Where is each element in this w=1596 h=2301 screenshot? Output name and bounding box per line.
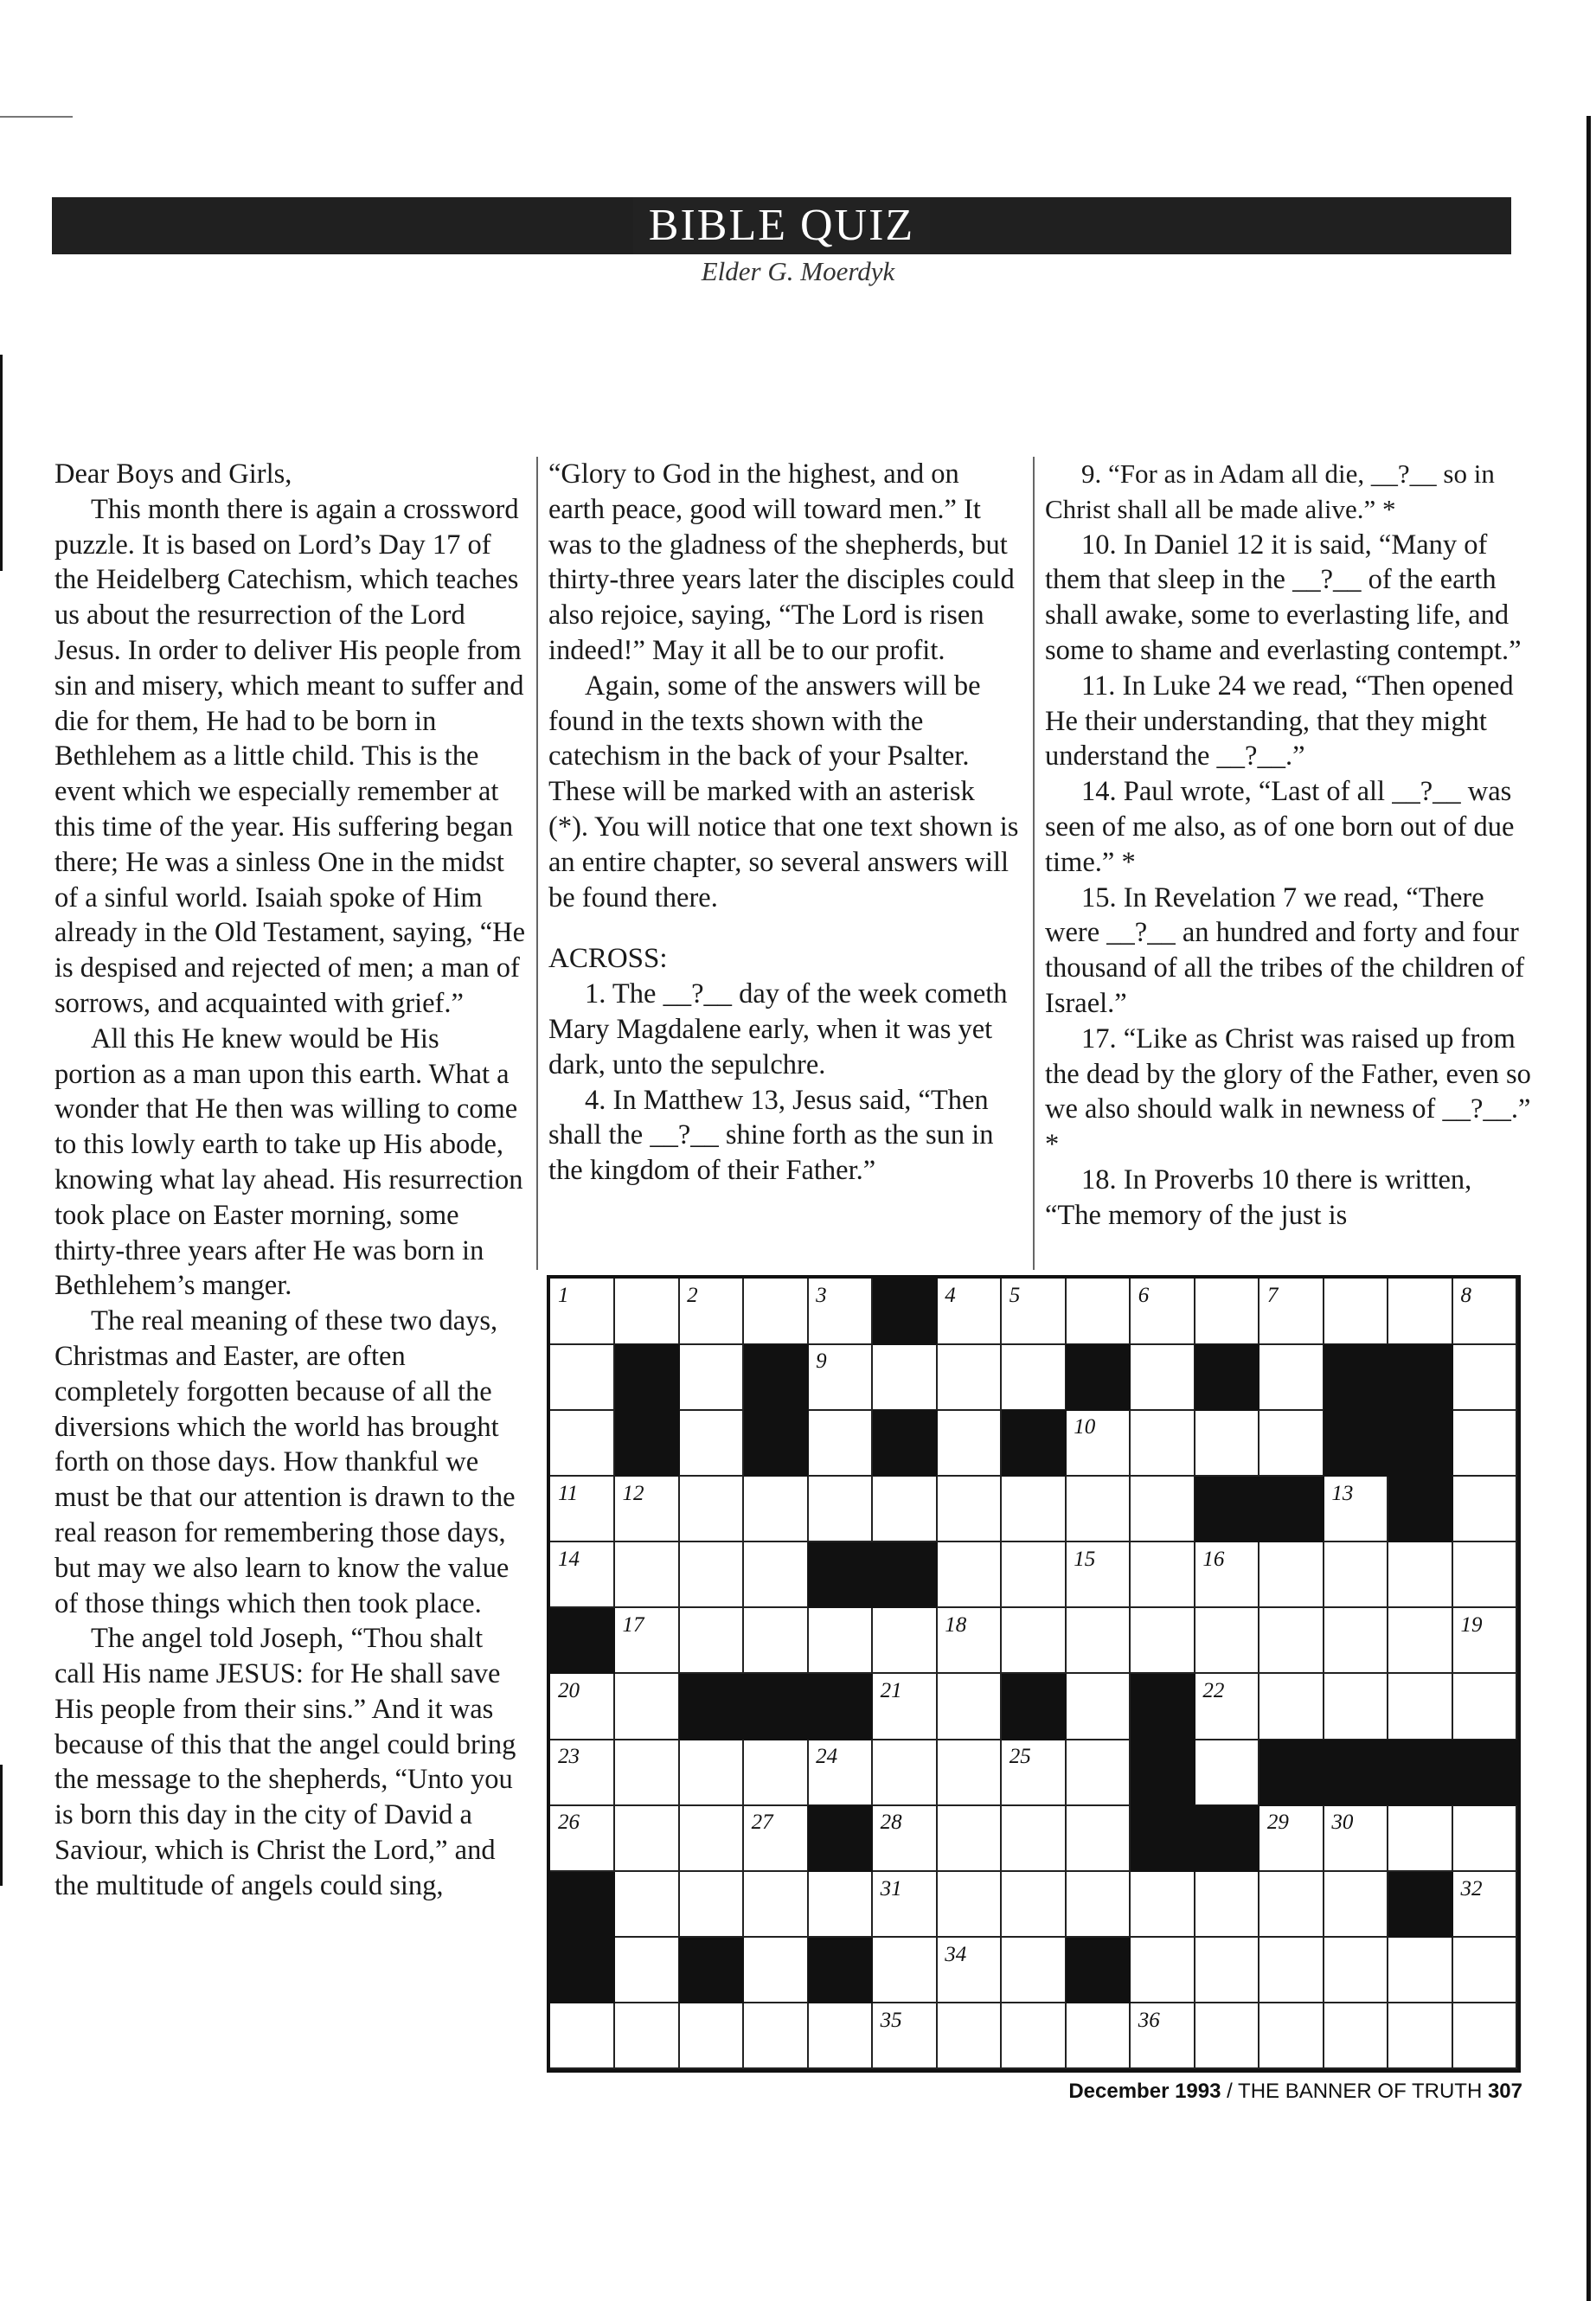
grid-square[interactable] (937, 1344, 1002, 1411)
black-square (1131, 1740, 1195, 1806)
grid-square[interactable] (1131, 2003, 1195, 2070)
grid-square[interactable] (1452, 1542, 1517, 1609)
black-square (1388, 1477, 1453, 1543)
grid-square[interactable] (873, 2003, 938, 2070)
grid-square[interactable] (744, 1542, 809, 1609)
clue-number: 1 (558, 1284, 569, 1307)
clue-number: 8 (1460, 1284, 1471, 1307)
grid-square[interactable] (550, 1279, 615, 1345)
grid-square[interactable] (1388, 1279, 1453, 1345)
black-square (1324, 1410, 1388, 1477)
grid-square[interactable] (1131, 1410, 1195, 1477)
grid-square[interactable] (615, 1477, 680, 1543)
scan-mark (0, 1765, 3, 1886)
grid-square[interactable] (615, 1872, 680, 1939)
grid-square[interactable] (679, 1542, 744, 1609)
grid-square[interactable] (679, 1477, 744, 1543)
grid-square[interactable] (1259, 1938, 1324, 2004)
clue-number: 32 (1460, 1876, 1483, 1900)
black-square (1259, 1740, 1324, 1806)
grid-square[interactable] (550, 1674, 615, 1740)
grid-square[interactable] (808, 2003, 873, 2070)
grid-square[interactable] (1259, 1279, 1324, 1345)
black-square (1388, 1410, 1453, 1477)
grid-square[interactable] (1324, 2003, 1388, 2070)
grid-square[interactable] (679, 1740, 744, 1806)
grid-square[interactable] (744, 1279, 809, 1345)
paragraph: The angel told Joseph, “Thou shalt call His name JESUS: for He shall save His people from their sins.” And it was because of this that the angel could bring the message to the shepherds, “Unto you is born this day in the city of David a Saviour, which is Christ the Lord,” and the multitude of angels could sing, (54, 1623, 516, 1901)
grid-square[interactable] (1002, 1805, 1067, 1872)
grid-square[interactable] (550, 1542, 615, 1609)
black-square (1324, 1740, 1388, 1806)
paragraph: This month there is again a crossword puzzle. It is based on Lord’s Day 17 of the Heidelberg Catechism, which teaches us about the resurrection of the Lord Jesus. In order to deliver His people from sin and misery, which meant to suffer and die for them, He had to be born in Bethlehem as a little child. This is the event which we especially remember at this time of the year. His suffering began there; He was a sinless One in the midst of a sinful world. Isaiah spoke of Him already in the Old Testament, saying, “He is despised and rejected of men; a man of sorrows, and acquainted with grief.” (54, 493, 526, 1019)
clue-number: 7 (1266, 1284, 1279, 1307)
grid-square[interactable] (679, 1872, 744, 1939)
grid-square[interactable] (937, 2003, 1002, 2070)
grid-square[interactable] (1452, 1674, 1517, 1740)
grid-square[interactable] (808, 1477, 873, 1543)
scan-mark (0, 355, 3, 571)
grid-square[interactable] (615, 2003, 680, 2070)
black-square (1195, 1477, 1259, 1543)
clue: 15. In Revelation 7 we read, “There were __?__ an hundred and forty and four thousand of all the tribes of the children of Israel.” (1045, 881, 1525, 1019)
clue-number: 9 (816, 1349, 827, 1374)
black-square (808, 1674, 873, 1740)
grid-square[interactable] (1388, 1542, 1453, 1609)
black-square (1388, 1872, 1453, 1939)
clue-number: 13 (1331, 1481, 1354, 1505)
clue-number: 36 (1138, 2008, 1160, 2032)
grid-square[interactable] (1002, 2003, 1067, 2070)
grid-square[interactable] (1066, 1279, 1131, 1345)
grid-square[interactable] (1066, 1740, 1131, 1806)
grid-square[interactable] (1195, 1410, 1259, 1477)
black-square (1452, 1740, 1517, 1806)
clue-number: 18 (945, 1612, 967, 1637)
black-square (1388, 1740, 1453, 1806)
grid-square[interactable] (1066, 1477, 1131, 1543)
clue-number: 15 (1074, 1547, 1096, 1571)
grid-square[interactable] (1324, 1674, 1388, 1740)
clue-number: 24 (816, 1745, 838, 1769)
grid-square[interactable] (1002, 1938, 1067, 2004)
grid-square[interactable] (1324, 1805, 1388, 1872)
paragraph: “Glory to God in the highest, and on earth peace, good will toward men.” It was to the gladness of the shepherds, but thirty-three years later the disciples could also rejoice, saying, “The Lord is risen indeed!” May it all be to our profit. (548, 458, 1015, 666)
grid-square[interactable] (937, 1608, 1002, 1675)
title-banner (52, 197, 1511, 254)
grid-square[interactable] (550, 2003, 615, 2070)
grid-square[interactable] (679, 1410, 744, 1477)
grid-square[interactable] (873, 1608, 938, 1675)
paragraph: The real meaning of these two days, Christmas and Easter, are often completely forgotten because of all the diversions which the world has brought forth on those days. How thankful we must be that our attention is drawn to the real reason for remembering those days, but may we also learn to know the value of those things which then took place. (54, 1305, 516, 1619)
grid-square[interactable] (1002, 1542, 1067, 1609)
clue: 9. “For as in Adam all die, __?__ so in Christ shall all be made alive.” * (1045, 458, 1495, 524)
grid-square[interactable] (1002, 1740, 1067, 1806)
grid-square[interactable] (937, 1805, 1002, 1872)
grid-square[interactable] (1452, 1344, 1517, 1411)
clue-number: 26 (558, 1811, 580, 1835)
grid-square[interactable] (808, 1608, 873, 1675)
clue-number: 16 (1202, 1547, 1225, 1571)
clue-number: 20 (558, 1679, 580, 1702)
grid-square[interactable] (550, 1477, 615, 1543)
grid-square[interactable] (937, 1938, 1002, 2004)
column-divider (1033, 457, 1035, 1270)
grid-square[interactable] (615, 1740, 680, 1806)
grid-square[interactable] (1388, 1608, 1453, 1675)
clue: 17. “Like as Christ was raised up from the dead by the glory of the Father, even so we also should walk in newness of __?__.” * (1045, 1022, 1531, 1161)
grid-square[interactable] (937, 1477, 1002, 1543)
grid-square[interactable] (1324, 1279, 1388, 1345)
grid-square[interactable] (873, 1477, 938, 1543)
grid-square[interactable] (873, 1872, 938, 1939)
grid-square[interactable] (679, 1344, 744, 1411)
black-square (808, 1542, 873, 1609)
grid-square[interactable] (1131, 1542, 1195, 1609)
clue-column (1045, 457, 1532, 1234)
grid-square[interactable] (744, 1740, 809, 1806)
grid-square[interactable] (1195, 1542, 1259, 1609)
footer-publication: / THE BANNER OF TRUTH (1221, 2080, 1488, 2103)
clue-number: 28 (880, 1811, 902, 1835)
grid-square[interactable] (1195, 2003, 1259, 2070)
grid-square[interactable] (1452, 1805, 1517, 1872)
black-square (1131, 1805, 1195, 1872)
grid-square[interactable] (1259, 1805, 1324, 1872)
black-square (744, 1410, 809, 1477)
grid-square[interactable] (1195, 1608, 1259, 1675)
black-square (1259, 1477, 1324, 1543)
black-square (1324, 1344, 1388, 1411)
clue: 4. In Matthew 13, Jesus said, “Then shall the __?__ shine forth as the sun in the kingdom of their Father.” (548, 1084, 994, 1187)
grid-square[interactable] (1259, 1410, 1324, 1477)
grid-square[interactable] (1388, 1938, 1453, 2004)
grid-square[interactable] (744, 2003, 809, 2070)
footer-date: December 1993 (1068, 2080, 1221, 2103)
grid-square[interactable] (1324, 1542, 1388, 1609)
clue-number: 12 (622, 1481, 644, 1505)
grid-square[interactable] (1452, 1410, 1517, 1477)
black-square (679, 1674, 744, 1740)
clue-number: 5 (1009, 1284, 1021, 1307)
grid-square[interactable] (744, 1938, 809, 2004)
clue-number: 3 (816, 1284, 827, 1307)
black-square (744, 1674, 809, 1740)
black-square (873, 1279, 938, 1345)
clue: 11. In Luke 24 we read, “Then opened He their understanding, that they might understand the __?__.” (1045, 670, 1514, 772)
grid-square[interactable] (1195, 1740, 1259, 1806)
clue: 18. In Proverbs 10 there is written, “The memory of the just is (1045, 1163, 1472, 1231)
grid-square[interactable] (1259, 1872, 1324, 1939)
black-square (808, 1805, 873, 1872)
grid-square[interactable] (1452, 1872, 1517, 1939)
grid-square[interactable] (937, 1279, 1002, 1345)
grid-square[interactable] (1002, 1344, 1067, 1411)
grid-square[interactable] (1452, 1279, 1517, 1345)
grid-square[interactable] (1066, 1410, 1131, 1477)
grid-square[interactable] (1452, 1608, 1517, 1675)
black-square (615, 1344, 680, 1411)
black-square (1066, 1938, 1131, 2004)
across-heading: ACROSS: (548, 943, 668, 975)
grid-square[interactable] (615, 1938, 680, 2004)
clue: 1. The __?__ day of the week cometh Mary Magdalene early, when it was yet dark, unto the sepulchre. (548, 978, 1008, 1080)
clue-number: 29 (1266, 1811, 1289, 1835)
black-square (1066, 1344, 1131, 1411)
grid-square[interactable] (873, 1805, 938, 1872)
grid-square[interactable] (1195, 1279, 1259, 1345)
clue-number: 30 (1331, 1811, 1354, 1835)
black-square (1002, 1410, 1067, 1477)
clue-number: 27 (751, 1811, 773, 1835)
clue-number: 34 (945, 1942, 967, 1966)
clue-number: 10 (1074, 1415, 1096, 1439)
grid-square[interactable] (744, 1608, 809, 1675)
column-divider (536, 457, 538, 1270)
grid-square[interactable] (1131, 1344, 1195, 1411)
grid-square[interactable] (873, 1344, 938, 1411)
clue-number: 22 (1202, 1679, 1225, 1702)
grid-square[interactable] (744, 1477, 809, 1543)
clue-number: 6 (1138, 1284, 1150, 1307)
salutation: Dear Boys and Girls, (54, 458, 292, 490)
page-footer (1068, 2080, 1522, 2104)
grid-square[interactable] (937, 1542, 1002, 1609)
clue-number: 11 (558, 1481, 579, 1505)
clue-number: 31 (880, 1876, 902, 1900)
grid-square[interactable] (1259, 1674, 1324, 1740)
grid-square[interactable] (550, 1805, 615, 1872)
black-square (615, 1410, 680, 1477)
clue-number: 19 (1460, 1612, 1483, 1637)
page-edge (1586, 116, 1591, 2301)
grid-square[interactable] (808, 1872, 873, 1939)
black-square (1195, 1344, 1259, 1411)
grid-square[interactable] (744, 1805, 809, 1872)
black-square (1131, 1674, 1195, 1740)
grid-square[interactable] (1066, 1805, 1131, 1872)
grid-square[interactable] (1324, 1938, 1388, 2004)
grid-square[interactable] (1066, 1872, 1131, 1939)
clue-number: 14 (558, 1547, 580, 1571)
grid-square[interactable] (1195, 1674, 1259, 1740)
grid-square[interactable] (1388, 1674, 1453, 1740)
grid-square[interactable] (1002, 1279, 1067, 1345)
grid-square[interactable] (1066, 2003, 1131, 2070)
middle-column (548, 457, 1020, 1189)
clue-number: 17 (622, 1612, 644, 1637)
grid-square[interactable] (1066, 1674, 1131, 1740)
grid-square[interactable] (1131, 1279, 1195, 1345)
grid-square[interactable] (615, 1608, 680, 1675)
grid-square[interactable] (808, 1344, 873, 1411)
grid-square[interactable] (808, 1740, 873, 1806)
clue-number: 2 (687, 1284, 698, 1307)
grid-square[interactable] (1324, 1608, 1388, 1675)
letter-column (54, 457, 526, 1904)
page-title: BIBLE QUIZ (633, 197, 930, 254)
clue: 14. Paul wrote, “Last of all __?__ was seen of me also, as of one born out of due time.” * (1045, 776, 1515, 878)
black-square (873, 1410, 938, 1477)
clue-number: 23 (558, 1745, 580, 1769)
black-square (679, 1938, 744, 2004)
grid-square[interactable] (937, 1872, 1002, 1939)
grid-square[interactable] (1452, 1477, 1517, 1543)
clue-number: 4 (945, 1284, 956, 1307)
grid-square[interactable] (1259, 2003, 1324, 2070)
page-number: 307 (1487, 2080, 1522, 2103)
grid-square[interactable] (808, 1279, 873, 1345)
grid-square[interactable] (1259, 1608, 1324, 1675)
grid-square[interactable] (550, 1740, 615, 1806)
grid-square[interactable] (937, 1410, 1002, 1477)
grid-square[interactable] (1452, 2003, 1517, 2070)
author-byline: Elder G. Moerdyk (701, 256, 895, 286)
grid-square[interactable] (1388, 2003, 1453, 2070)
grid-square[interactable] (1259, 1344, 1324, 1411)
clue-number: 25 (1009, 1745, 1031, 1769)
black-square (873, 1542, 938, 1609)
grid-square[interactable] (1002, 1608, 1067, 1675)
grid-square[interactable] (873, 1938, 938, 2004)
grid-square[interactable] (1259, 1542, 1324, 1609)
black-square (1388, 1344, 1453, 1411)
grid-square[interactable] (1195, 1872, 1259, 1939)
grid-square[interactable] (1195, 1938, 1259, 2004)
black-square (1195, 1805, 1259, 1872)
black-square (744, 1344, 809, 1411)
grid-square[interactable] (1131, 1477, 1195, 1543)
grid-square[interactable] (1131, 1608, 1195, 1675)
grid-square[interactable] (615, 1674, 680, 1740)
grid-square[interactable] (679, 2003, 744, 2070)
grid-square[interactable] (615, 1279, 680, 1345)
grid-square[interactable] (744, 1872, 809, 1939)
grid-square[interactable] (1066, 1542, 1131, 1609)
grid-square[interactable] (873, 1674, 938, 1740)
black-square (550, 1938, 615, 2004)
grid-square[interactable] (1066, 1608, 1131, 1675)
clue-number: 35 (880, 2008, 902, 2032)
grid-square[interactable] (615, 1805, 680, 1872)
grid-square[interactable] (873, 1740, 938, 1806)
paragraph: Again, some of the answers will be found in the texts shown with the catechism in the back of your Psalter. These will be marked with an asterisk (*). You will notice that one text shown is an entire chapter, so several answers will be found there. (548, 670, 1019, 913)
grid-square[interactable] (1452, 1938, 1517, 2004)
grid-square[interactable] (550, 1410, 615, 1477)
grid-square[interactable] (615, 1542, 680, 1609)
grid-square[interactable] (679, 1805, 744, 1872)
grid-square[interactable] (679, 1608, 744, 1675)
grid-square[interactable] (937, 1674, 1002, 1740)
grid-square[interactable] (1324, 1477, 1388, 1543)
grid-square[interactable] (937, 1740, 1002, 1806)
paragraph: All this He knew would be His portion as a man upon this earth. What a wonder that He then was willing to come to this lowly earth to take up His abode, knowing what lay ahead. His resurrection took place on Easter morning, some thirty-three years after He was born in Bethlehem’s manger. (54, 1022, 523, 1302)
black-square (550, 1608, 615, 1675)
grid-square[interactable] (1002, 1872, 1067, 1939)
crossword-grid (547, 1275, 1521, 2073)
grid-square[interactable] (550, 1344, 615, 1411)
clue-number: 21 (880, 1679, 902, 1702)
grid-square[interactable] (1131, 1872, 1195, 1939)
top-rule (0, 116, 73, 118)
black-square (808, 1938, 873, 2004)
grid-square[interactable] (1002, 1477, 1067, 1543)
clue: 10. In Daniel 12 it is said, “Many of them that sleep in the __?__ of the earth shall awake, some to everlasting life, and some to shame and everlasting contempt.” (1045, 529, 1522, 666)
grid-square[interactable] (679, 1279, 744, 1345)
grid-square[interactable] (1324, 1872, 1388, 1939)
black-square (1002, 1674, 1067, 1740)
black-square (550, 1872, 615, 1939)
grid-square[interactable] (808, 1410, 873, 1477)
grid-square[interactable] (1388, 1805, 1453, 1872)
grid-square[interactable] (1131, 1938, 1195, 2004)
